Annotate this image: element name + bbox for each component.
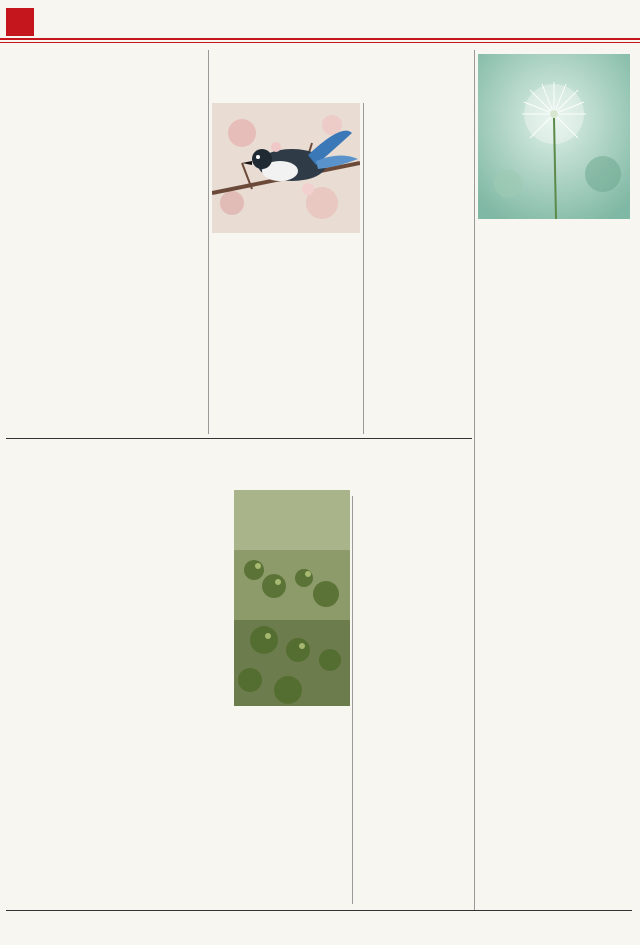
column-divider [352, 496, 353, 904]
section-divider [6, 910, 632, 911]
header-rule-thin [0, 42, 640, 43]
article1-col-left [6, 48, 206, 434]
column-divider [363, 103, 364, 434]
header-rule [0, 38, 640, 40]
dandelion-illustration [478, 54, 630, 219]
article1-col-mid [210, 236, 360, 434]
section-divider [6, 438, 472, 439]
page-number-badge [6, 8, 34, 36]
article2-col-mid [234, 708, 350, 904]
article2-col-right [355, 496, 471, 904]
article2-col-left [6, 496, 230, 904]
magpie-illustration [212, 103, 360, 233]
article1-col-right [366, 103, 471, 434]
column-divider [208, 50, 209, 434]
article3-body [480, 268, 632, 910]
column-divider [474, 50, 475, 910]
moss-illustration [234, 490, 350, 706]
